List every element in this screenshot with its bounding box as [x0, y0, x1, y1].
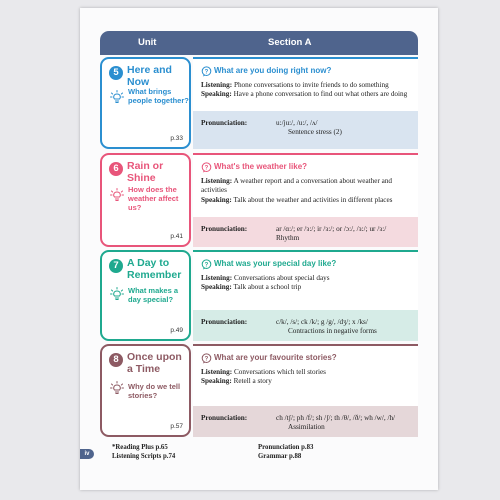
page-number: iv: [80, 449, 94, 459]
pronunciation-label: Pronunciation:: [201, 414, 248, 422]
listening-line: [201, 177, 412, 196]
footer-grammar: Grammar p.88: [258, 453, 302, 460]
listening-label: Listening:: [201, 368, 233, 376]
svg-text:?: ?: [204, 262, 209, 269]
pronunciation-label: Pronunciation:: [201, 119, 248, 127]
pronunciation-text: [276, 225, 386, 244]
listening-label: Listening:: [201, 274, 233, 282]
pronunciation-block: [193, 310, 418, 341]
unit-number: 6: [109, 162, 123, 176]
speech-bubble-icon: [201, 66, 212, 77]
pronunciation-text: [276, 119, 342, 138]
unit-number: 7: [109, 259, 123, 273]
unit-row: [100, 250, 418, 341]
listening-label: Listening:: [201, 81, 233, 89]
skills-block: [201, 368, 412, 387]
table-header: [100, 31, 418, 55]
listening-text: Phone conversations to invite friends to do something: [233, 81, 389, 89]
pronunciation-block: [193, 111, 418, 149]
speaking-line: [201, 377, 412, 386]
speaking-label: Speaking:: [201, 283, 232, 292]
unit-question: What makes a day special?: [128, 286, 179, 304]
unit-column-header: Unit: [138, 37, 157, 48]
speaking-line: [201, 90, 412, 99]
unit-row: [100, 57, 418, 149]
speaking-label: Speaking:: [201, 90, 232, 99]
listening-text: Conversations which tell stories: [233, 368, 326, 376]
pronunciation-extra: Rhythm: [276, 234, 300, 243]
pronunciation-extra: Contractions in negative forms: [288, 327, 377, 336]
unit-cell: [100, 57, 191, 149]
unit-row: [100, 153, 418, 247]
unit-question: How does the weather affect us?: [128, 185, 179, 212]
section-cell: [193, 153, 418, 247]
unit-number: 8: [109, 353, 123, 367]
unit-question: What brings people together?: [128, 87, 189, 105]
listening-text: Conversations about special days: [233, 274, 330, 282]
speaking-label: Speaking:: [201, 195, 232, 204]
svg-text:?: ?: [204, 69, 209, 76]
skills-block: [201, 177, 412, 205]
section-question: What are your favourite stories?: [214, 353, 337, 362]
speaking-text: Talk about a school trip: [233, 283, 302, 292]
lightbulb-icon: [110, 381, 124, 395]
footer-pronunciation: Pronunciation p.83: [258, 444, 314, 451]
speaking-text: Talk about the weather and activities in different places: [233, 195, 393, 204]
unit-question: Why do we tell stories?: [128, 382, 181, 400]
listening-label: Listening:: [201, 177, 233, 185]
pronunciation-sounds: u:/ju:/, /u:/, /ʌ/: [276, 119, 318, 127]
skills-block: [201, 81, 412, 100]
skills-block: [201, 274, 412, 293]
section-question: What was your special day like?: [214, 259, 337, 268]
footer-reading-plus: *Reading Plus p.65: [112, 444, 168, 451]
pronunciation-label: Pronunciation:: [201, 318, 248, 326]
unit-row: [100, 344, 418, 437]
section-question: What are you doing right now?: [214, 66, 332, 75]
pronunciation-sounds: ar /ɑ:/; er /ɜ:/; ir /ɜ:/; or /ɔ:/, /ɜ:/; ur /ɜ:/: [276, 225, 387, 233]
speech-bubble-icon: [201, 259, 212, 270]
pronunciation-extra: Sentence stress (2): [288, 128, 342, 137]
footer-listening-scripts: Listening Scripts p.74: [112, 453, 176, 460]
section-cell: [193, 57, 418, 149]
unit-cell: [100, 153, 191, 247]
unit-number: 5: [109, 66, 123, 80]
pronunciation-extra: Assimilation: [288, 423, 325, 432]
unit-title: Here and Now: [127, 64, 172, 88]
unit-title: Once upon a Time: [127, 351, 182, 375]
unit-cell: [100, 250, 191, 341]
unit-page: p.33: [170, 135, 183, 142]
listening-line: [201, 81, 412, 90]
pronunciation-block: [193, 406, 418, 437]
unit-page: p.41: [170, 233, 183, 240]
unit-cell: [100, 344, 191, 437]
speech-bubble-icon: [201, 162, 212, 173]
speaking-line: [201, 283, 412, 292]
listening-line: [201, 368, 412, 377]
section-column-header: Section A: [268, 37, 312, 48]
svg-text:?: ?: [204, 165, 209, 172]
speaking-line: [201, 196, 412, 205]
pronunciation-label: Pronunciation:: [201, 225, 248, 233]
listening-line: [201, 274, 412, 283]
section-cell: [193, 344, 418, 437]
speaking-text: Have a phone conversation to find out what others are doing: [233, 90, 408, 99]
lightbulb-icon: [110, 188, 124, 202]
pronunciation-sounds: ch /tʃ/; ph /f/; sh /ʃ/; th /θ/, /ð/; wh /w/, /h/: [276, 414, 396, 422]
svg-text:?: ?: [204, 356, 209, 363]
unit-title: A Day to Remember: [127, 257, 182, 281]
listening-text: A weather report and a conversation about weather and activities: [201, 177, 393, 195]
pronunciation-sounds: c/k/, /s/; ck /k/; g /g/, /dʒ/; x /ks/: [276, 318, 368, 326]
lightbulb-icon: [110, 90, 124, 104]
pronunciation-text: [276, 414, 395, 433]
speech-bubble-icon: [201, 353, 212, 364]
section-question: What's the weather like?: [214, 162, 308, 171]
unit-page: p.49: [170, 327, 183, 334]
pronunciation-text: [276, 318, 377, 337]
pronunciation-block: [193, 217, 418, 247]
unit-title: Rain or Shine: [127, 160, 164, 184]
section-cell: [193, 250, 418, 341]
unit-page: p.57: [170, 423, 183, 430]
speaking-text: Retell a story: [233, 377, 272, 386]
speaking-label: Speaking:: [201, 377, 232, 386]
lightbulb-icon: [110, 287, 124, 301]
